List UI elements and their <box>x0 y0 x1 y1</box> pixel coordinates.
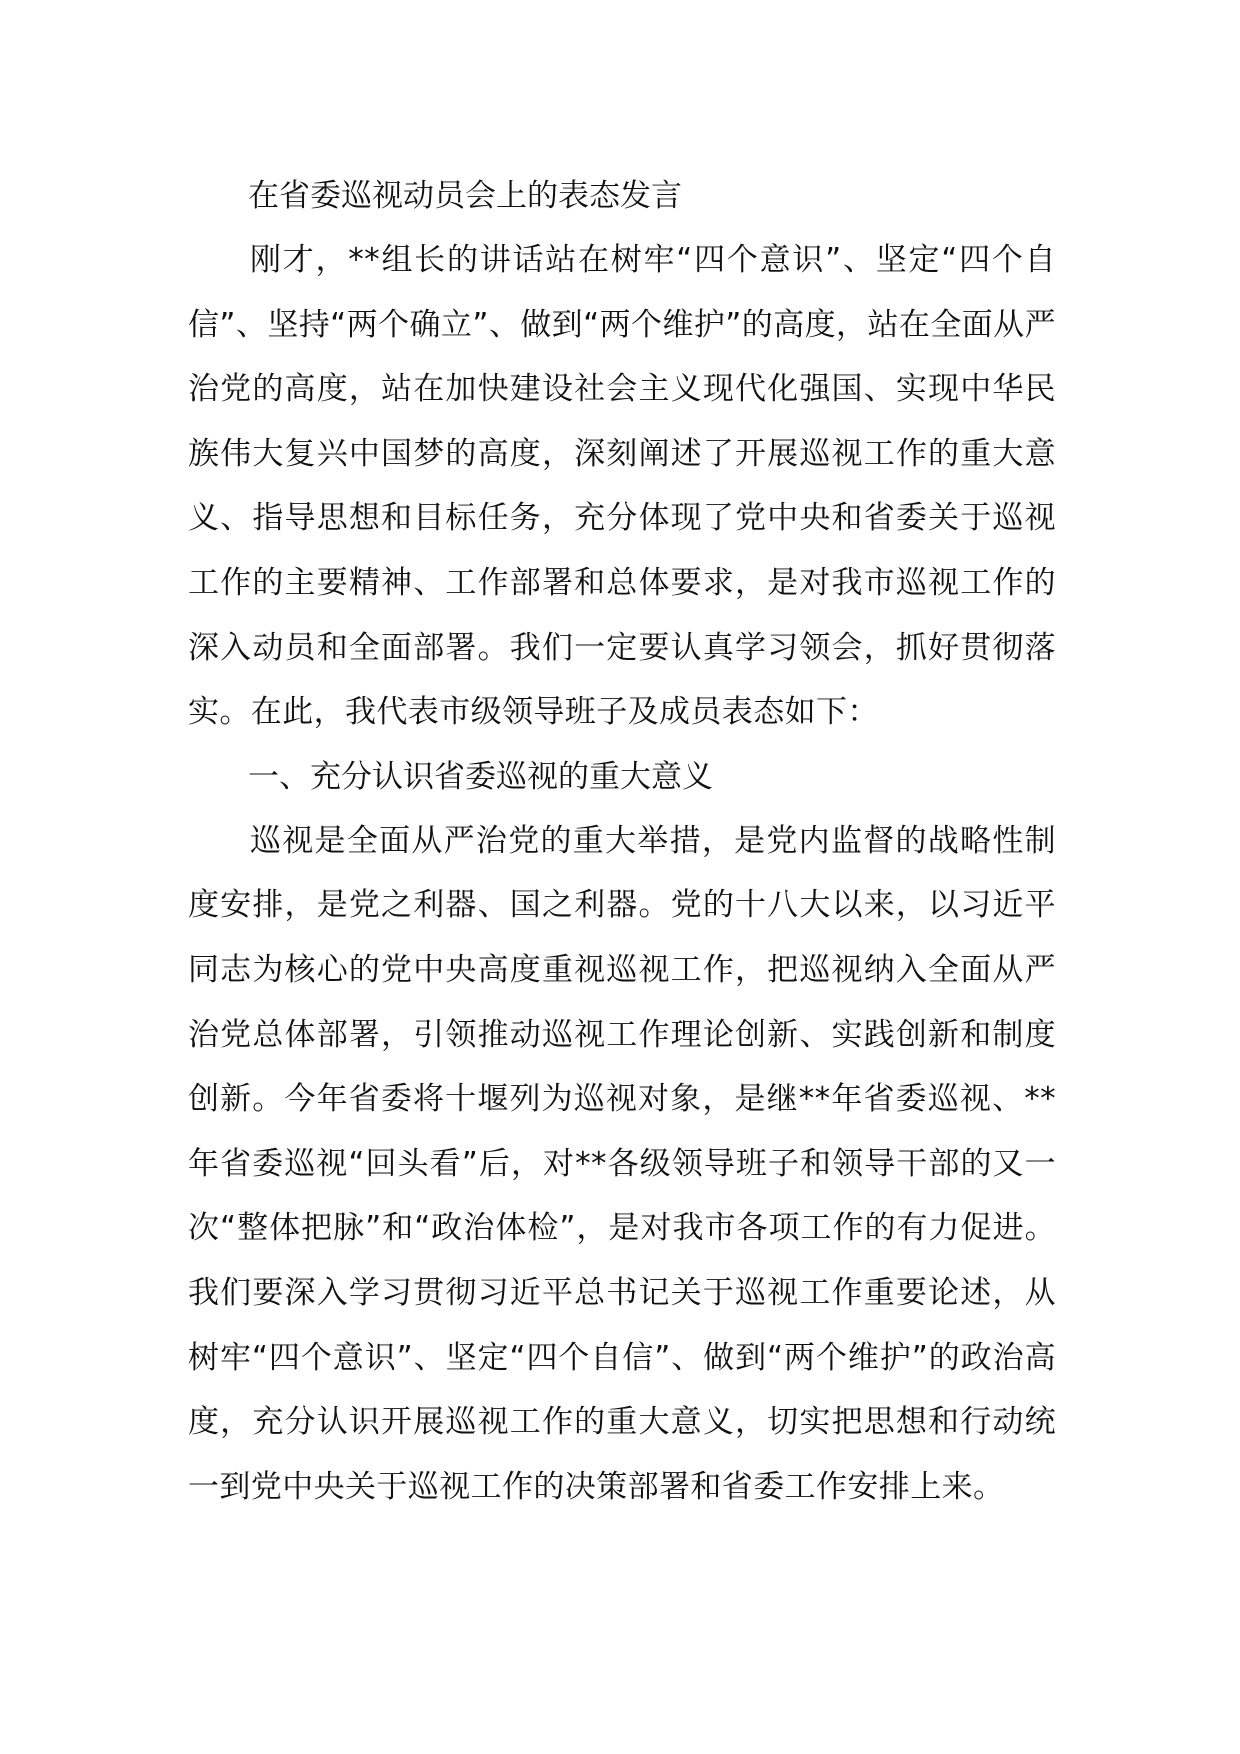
paragraph-section-1: 巡视是全面从严治党的重大举措，是党内监督的战略性制度安排，是党之利器、国之利器。党的十八大以来，以习近平同志为核心的党中央高度重视巡视工作，把巡视纳入全面从严治党总体部署，引领推动巡视工作理论创新、实践创新和制度创新。今年省委将十堰列为巡视对象，是继**年省委巡视、**年省委巡视“回头看”后，对**各级领导班子和领导干部的又一次“整体把脉”和“政治体检”，是对我市各项工作的有力促进。我们要深入学习贯彻习近平总书记关于巡视工作重要论述，从树牢“四个意识”、坚定“四个自信”、做到“两个维护”的政治高度，充分认识开展巡视工作的重大意义，切实把思想和行动统一到党中央关于巡视工作的决策部署和省委工作安排上来。 <box>188 822 1056 1505</box>
document-title: 在省委巡视动员会上的表态发言 <box>248 178 682 214</box>
document-page <box>188 164 1056 1519</box>
paragraph-opening: 刚才，**组长的讲话站在树牢“四个意识”、坚定“四个自信”、坚持“两个确立”、做到“两个维护”的高度，站在全面从严治党的高度，站在加快建设社会主义现代化强国、实现中华民族伟大复兴中国梦的高度，深刻阐述了开展巡视工作的重大意义、指导思想和目标任务，充分体现了党中央和省委关于巡视工作的主要精神、工作部署和总体要求，是对我市巡视工作的深入动员和全面部署。我们一定要认真学习领会，抓好贯彻落实。在此，我代表市级领导班子及成员表态如下： <box>188 242 1056 731</box>
section-heading-1: 一、充分认识省委巡视的重大意义 <box>248 758 713 795</box>
